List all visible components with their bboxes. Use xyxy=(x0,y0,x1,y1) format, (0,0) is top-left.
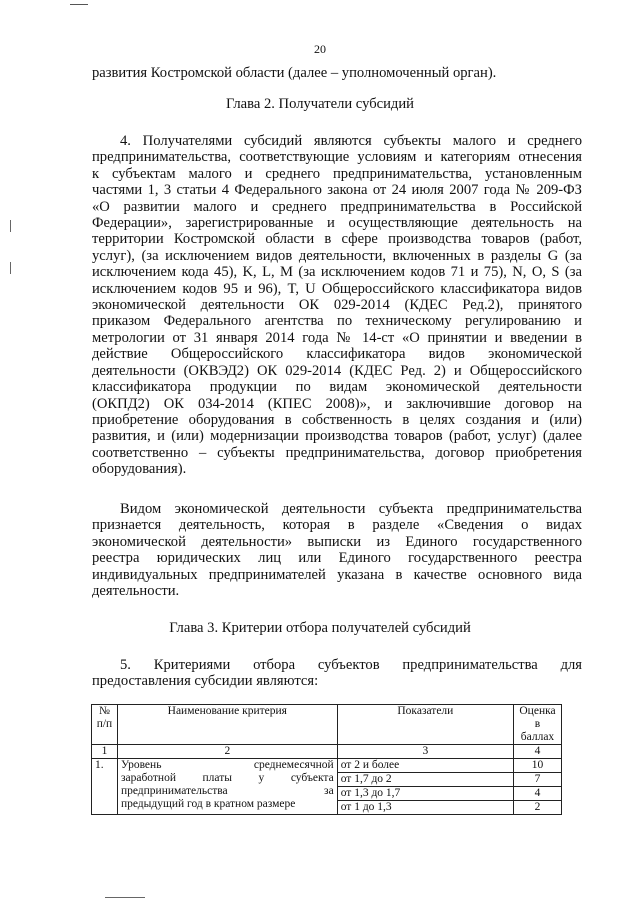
header-cell-indicators: Показатели xyxy=(337,705,513,745)
text-line: развития, и (или) модернизации производства товаров (работ, услуг) (далее xyxy=(92,428,582,445)
table-cell-number: 1. xyxy=(92,759,118,815)
table-cell-criterion xyxy=(117,759,337,815)
table-cell: 4 xyxy=(514,745,562,759)
scan-mark xyxy=(10,262,11,274)
text-line: исключением кодов 95 и 96), T, U Общероссийского классификатора видов xyxy=(92,280,582,297)
text-line: 5. Критериями отбора субъектов предпринимательства для xyxy=(120,657,582,673)
text-line: оборудования). xyxy=(92,461,187,478)
text-line: предоставления субсидии являются: xyxy=(92,673,319,690)
table-header-row xyxy=(92,705,562,745)
text-line: классификатора продукции по видам экономической деятельности xyxy=(92,379,582,396)
text-line: деятельности. xyxy=(92,583,180,600)
criterion-line: предыдущий год в кратном размере xyxy=(120,798,296,810)
text-line: территории Костромской области в сфере производства товаров (работ, xyxy=(92,231,582,248)
page-number: 20 xyxy=(314,42,326,56)
chapter3-title: Глава 3. Критерии отбора получателей субсидий xyxy=(169,620,471,636)
table-cell-indicator: от 2 и более xyxy=(337,759,513,773)
table-cell-indicator: от 1,7 до 2 xyxy=(337,773,513,787)
table-cell-score: 7 xyxy=(514,773,562,787)
table-cell: 3 xyxy=(337,745,513,759)
header-cell-criterion: Наименование критерия xyxy=(117,705,337,745)
text-line: частями 1, 3 статьи 4 Федерального закона от 24 июля 2007 года № 209-ФЗ xyxy=(92,182,582,199)
text-line: метрологии от 31 января 2014 года № 14-ст «О принятии и введении в xyxy=(92,329,582,346)
text-line: экономической деятельности» выписки из Единого государственного xyxy=(92,533,582,550)
top-line xyxy=(92,65,582,81)
table-cell: 1 xyxy=(92,745,118,759)
paragraph-4 xyxy=(92,133,582,478)
paragraph-activity-type xyxy=(92,501,582,599)
header-cell-score: Оценка в баллах xyxy=(514,705,562,745)
text-line: предпринимательства, соответствующие условиям и категориям отнесения xyxy=(92,149,582,166)
criteria-table xyxy=(91,704,562,815)
table-numbering-row xyxy=(92,745,562,759)
criterion-line: заработной платы у субъекта xyxy=(120,772,334,784)
text-line: к субъектам малого и среднего предпринимательства, установленным xyxy=(92,165,582,182)
paragraph-5 xyxy=(92,657,582,690)
text-line: развития Костромской области (далее – уполномоченный орган). xyxy=(92,65,497,81)
text-line: реестра юридических лиц или Единого государственного реестра xyxy=(92,550,582,567)
criterion-line: Уровень среднемесячной xyxy=(120,759,334,771)
table-cell-score: 2 xyxy=(514,801,562,815)
table-cell-indicator: от 1,3 до 1,7 xyxy=(337,787,513,801)
text-line: действие Общероссийского классификатора видов экономической xyxy=(92,346,582,363)
text-line: соответственно – субъекты предпринимательства, договор приобретения xyxy=(92,444,582,461)
text-line: Федерации», зарегистрированные и осуществляющие деятельность на xyxy=(92,215,582,232)
scan-mark xyxy=(70,4,88,5)
scan-mark xyxy=(105,897,145,898)
text-line: исключением кода 45), K, L, M (за исключением кодов 71 и 75), N, O, S (за xyxy=(92,264,582,281)
header-cell-number: № п/п xyxy=(92,705,118,745)
criterion-line: предпринимательства за xyxy=(120,785,334,797)
text-line: «О развитии малого и среднего предпринимательства в Российской xyxy=(92,198,582,215)
text-line: 4. Получателями субсидий являются субъекты малого и среднего xyxy=(120,133,582,149)
text-line: услуг), (за исключением видов деятельности, включенных в разделы G (за xyxy=(92,247,582,264)
scan-mark xyxy=(10,220,11,232)
chapter2-title: Глава 2. Получатели субсидий xyxy=(226,96,414,112)
text-line: приобретение оборудования в собственность в целях создания и (или) xyxy=(92,411,582,428)
table-cell-indicator: от 1 до 1,3 xyxy=(337,801,513,815)
text-line: экономической деятельности ОК 029-2014 (КДЕС Ред.2), принятого xyxy=(92,297,582,314)
table-cell-score: 10 xyxy=(514,759,562,773)
text-line: признается деятельность, которая в разделе «Сведения о видах xyxy=(92,517,582,534)
text-line: (ОКПД2) ОК 034-2014 (КПЕС 2008)», и заключившие договор на xyxy=(92,395,582,412)
text-line: Видом экономической деятельности субъекта предпринимательства xyxy=(120,501,582,517)
text-line: деятельности (ОКВЭД2) ОК 029-2014 (КДЕС Ред. 2) и Общероссийского xyxy=(92,362,582,379)
text-line: приказом Федерального агентства по техническому регулированию и xyxy=(92,313,582,330)
table-cell: 2 xyxy=(117,745,337,759)
table-cell-score: 4 xyxy=(514,787,562,801)
text-line: индивидуальных предпринимателей указана в качестве основного вида xyxy=(92,566,582,583)
table-row xyxy=(92,759,562,773)
